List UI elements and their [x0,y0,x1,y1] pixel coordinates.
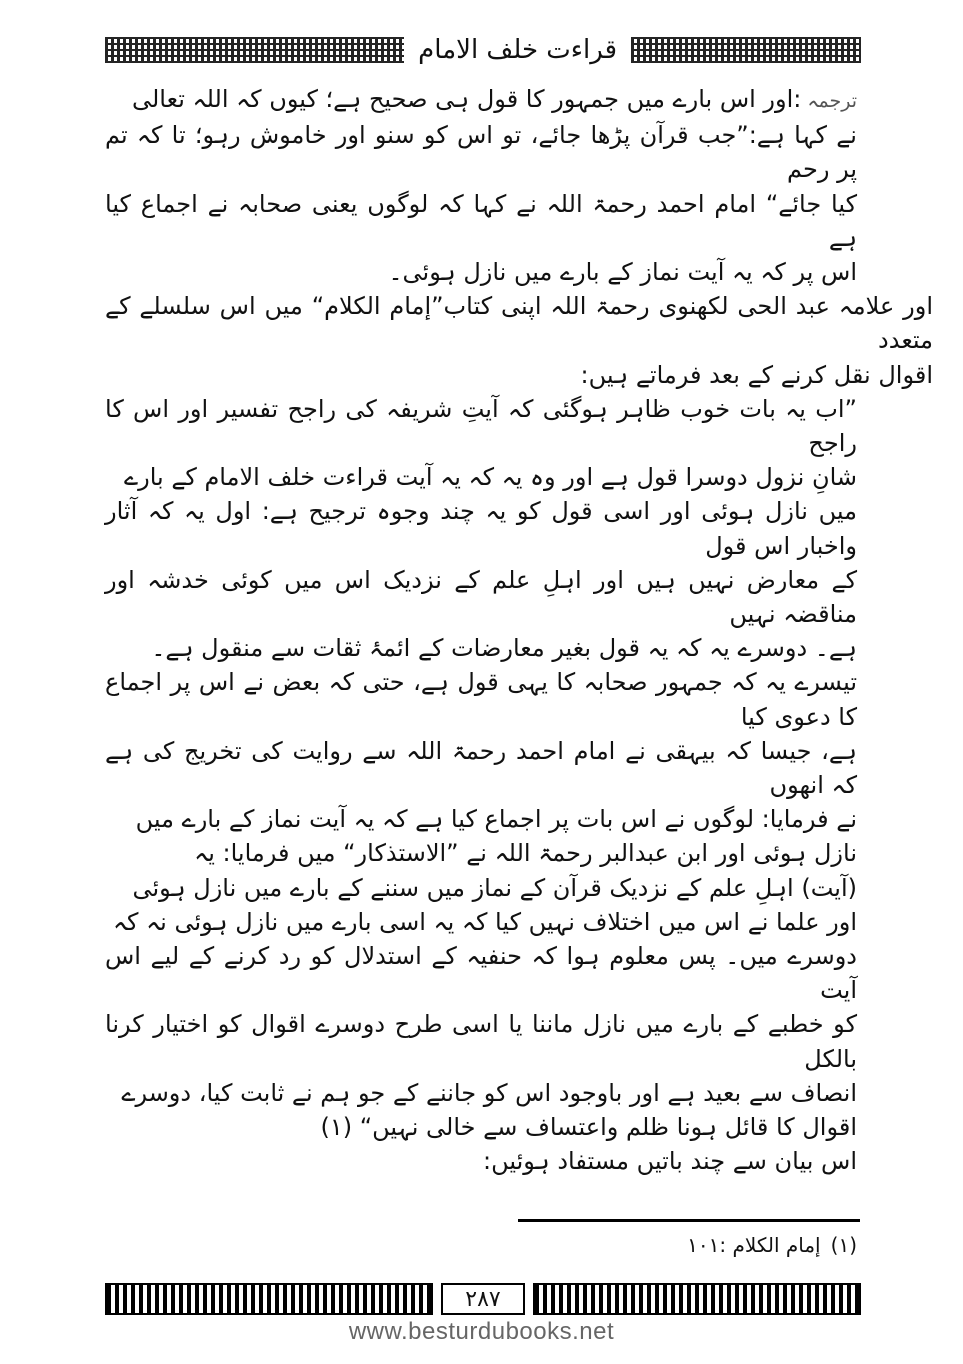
header-ornament-left [105,37,404,63]
body-line: اس پر کہ یہ آیت نماز کے بارے میں نازل ہوئی۔ [388,258,857,287]
footer-ornament-right [533,1283,861,1315]
quote-line: میں نازل ہوئی اور اسی قول کو یہ چند وجوہ ترجیح ہے: اول یہ کہ آثار واخبار اس قول [105,497,857,560]
quote-line: دوسرے میں۔ پس معلوم ہوا کہ حنفیہ کے استدلال کو رد کرنے کے لیے اس آیت [105,942,857,1005]
quote-line: انصاف سے بعید ہے اور باوجود اس کو جاننے کے جو ہم نے ثابت کیا، دوسرے [121,1078,857,1107]
quote-line: شانِ نزول دوسرا قول ہے اور وہ یہ کہ یہ آیت قراءت خلف الامام کے بارے [124,463,857,492]
footer-ornament-left [105,1283,433,1315]
quote-line: نے فرمایا: لوگوں نے اس بات پر اجماع کیا ہے کہ یہ آیت نماز کے بارے میں [135,805,857,834]
quote-line: اور علما نے اس میں اختلاف نہیں کیا کہ یہ اسی بارے میں نازل ہوئی نہ کہ [112,907,857,936]
quote-line: ہے، جیسا کہ بیہقی نے امام احمد رحمۃ اللہ سے روایت کی تخریج کی ہے کہ انھوں [105,736,857,800]
running-header [105,30,861,70]
page-footer [105,1282,861,1316]
page-number: ۲۸۷ [441,1283,525,1315]
header-title: قراءت خلف الامام [418,35,617,65]
header-ornament-right [631,37,861,63]
quote-line: کو خطبے کے بارے میں نازل ماننا یا اسی طرح دوسرے اقوال کو اختیار کرنا بالکل [105,1010,857,1073]
footnote-marker: (۱) [830,1233,857,1257]
quote-line: ”اب یہ بات خوب ظاہر ہوگئی کہ آیتِ شریفہ کی راجح تفسیر اور اس کا راجح [105,394,857,458]
quote-line: نازل ہوئی اور ابن عبدالبر رحمۃ اللہ نے ”الاستذکار“ میں فرمایا: یہ [194,839,857,868]
footnote [105,1233,857,1257]
footnote-text: إمام الکلام :۱۰۱ [687,1233,821,1257]
closing-line: اس بیان سے چند باتیں مستفاد ہوئیں: [482,1147,857,1176]
quote-line: تیسرے یہ کہ جمہور صحابہ کا یہی قول ہے، حتی کہ بعض نے اس پر اجماع کا دعوی کیا [105,668,857,731]
body-line: کیا جائے“ امام احمد رحمۃ اللہ نے کہا کہ لوگوں یعنی صحابہ نے اجماع کیا ہے [105,189,857,252]
page-body [105,82,933,1179]
quote-line: (آیت) اہلِ علم کے نزدیک قرآن کے نماز میں سننے کے بارے میں نازل ہوئی [132,873,857,902]
translation-label: ترجمہ [807,90,857,112]
body-line-text: :اور اس بارے میں جمہور کا قول ہی صحیح ہے؛ کیوں کہ اللہ تعالی [131,85,802,113]
body-line: اقوال نقل کرنے کے بعد فرماتے ہیں: [580,360,933,389]
watermark-url: www.besturdubooks.net [348,1318,615,1345]
quote-line: ہے۔ دوسرے یہ کہ یہ قول بغیر معارضات کے ائمۂ ثقات سے منقول ہے۔ [151,634,857,663]
quote-line: اقوال کا قائل ہونا ظلم واعتساف سے خالی نہیں“ (۱) [320,1113,857,1142]
body-line: اور علامہ عبد الحی لکھنوی رحمۃ اللہ اپنی کتاب”إمام الکلام“ میں اس سلسلے کے متعدد [105,292,933,355]
body-line: نے کہا ہے:”جب قرآن پڑھا جائے، تو اس کو سنو اور خاموش رہو؛ تا کہ تم پر رحم [105,121,857,184]
quote-line: کے معارض نہیں ہیں اور اہلِ علم کے نزدیک اس میں کوئی خدشہ اور مناقضہ نہیں [105,565,857,629]
footnote-rule [518,1219,860,1222]
body-line [105,82,857,118]
